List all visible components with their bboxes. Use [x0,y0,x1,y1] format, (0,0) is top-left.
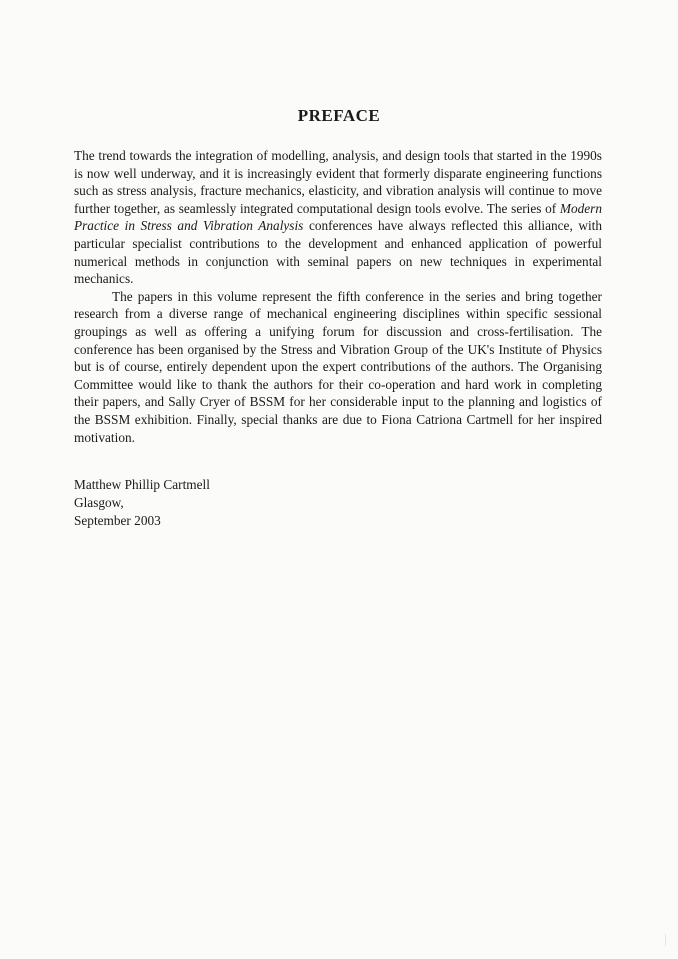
page-title: PREFACE [297,106,381,125]
paragraph-2: The papers in this volume represent the fifth conference in the series and bring together research from a diverse range of mechanical engineering disciplines within specific sessional groupings as well as offering a unifying forum for discussion and cross-fertilisation. The conference has been organised by the Stress and Vibration Group of the UK's Institute of Physics but is of course, entirely dependent upon the expert contributions of the authors. The Organising Committee would like to thank the authors for their co-operation and hard work in completing their papers, and Sally Cryer of BSSM for her considerable input to the planning and logistics of the BSSM exhibition. Finally, special thanks are due to Fiona Catriona Cartmell for her inspired motivation. [74,288,602,445]
conference-series-title: Modern Practice in Stress and Vibration Analysis [74,200,602,234]
signature-block [74,476,210,530]
signature-place: Glasgow, [74,495,124,510]
paragraph-1-text-end: conferences have always reflected this alliance, with particular specialist contributions to the development and enhanced application of powerful numerical methods in conjunction with seminal papers on new techniques in experimental mechanics. [74,218,603,287]
signature-date: September 2003 [74,513,161,528]
signature-name: Matthew Phillip Cartmell [74,477,210,492]
paragraph-1-text-start: The trend towards the integration of modelling, analysis, and design tools that started in the 1990s is now well underway, and it is increasingly evident that formerly disparate engineering functions such as stress analysis, fracture mechanics, elasticity, and vibration analysis will continue to move further together, as seamlessly integrated computational design tools evolve. The series of [74,148,602,216]
scan-edge-mark [665,934,666,946]
paragraph-1 [74,147,602,288]
preface-body [74,147,602,446]
